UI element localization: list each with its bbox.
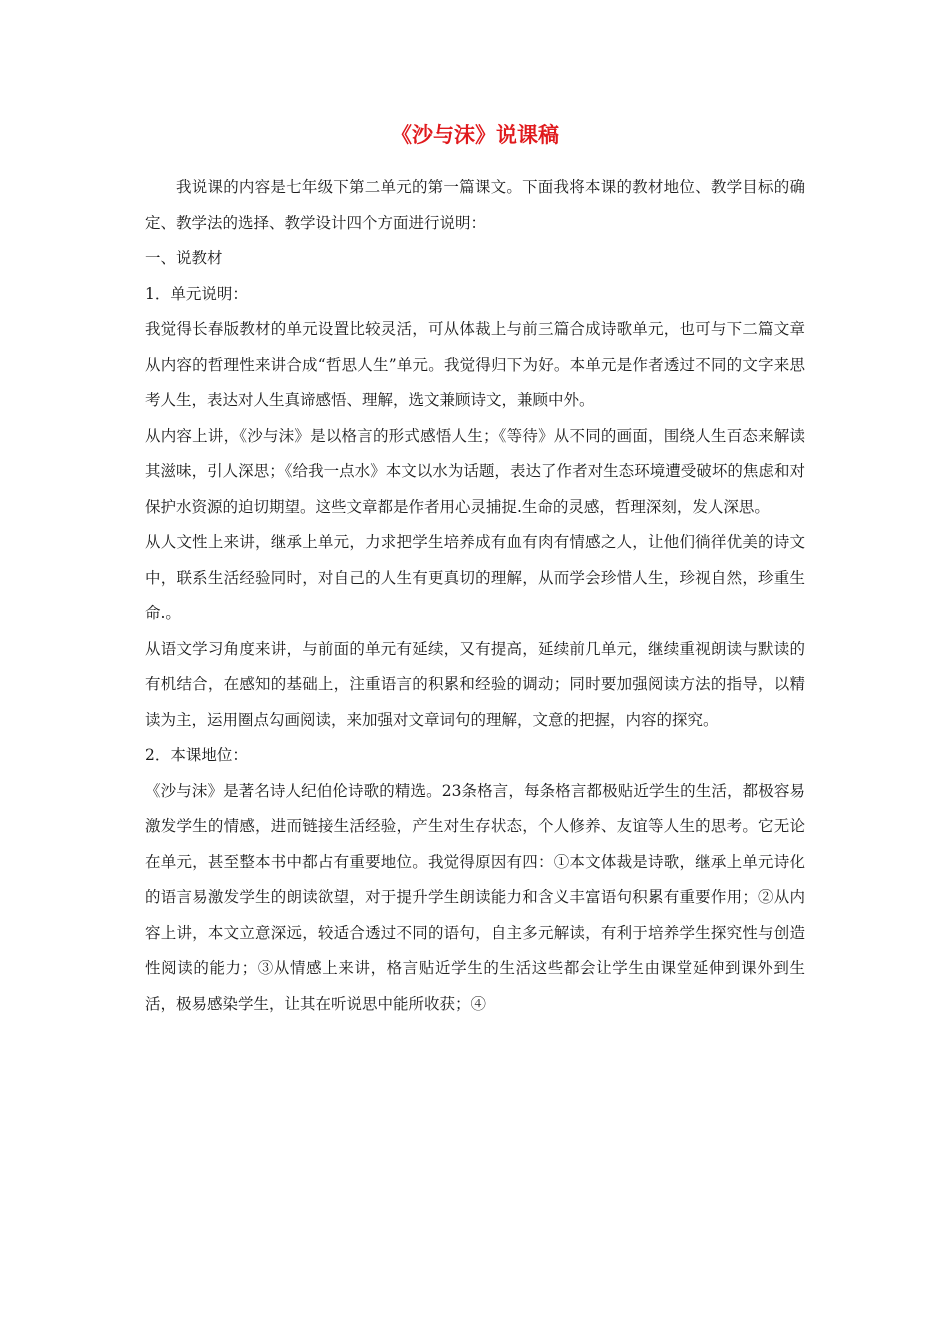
subsection-heading: 1．单元说明：: [145, 284, 248, 303]
document-body: [145, 170, 805, 1022]
subsection-heading: 2．本课地位：: [145, 746, 248, 764]
body-paragraph: 我觉得长春版教材的单元设置比较灵活，可从体裁上与前三篇合成诗歌单元，也可与下二篇文章从内容的哲理性来讲合成“哲思人生”单元。我觉得归下为好。本单元是作者透过不同的文字来思考人生，表达对人生真谛感悟、理解，选文兼顾诗文，兼顾中外。: [145, 320, 805, 409]
body-paragraph: 从人文性上来讲，继承上单元，力求把学生培养成有血有肉有情感之人，让他们徜徉优美的诗文中，联系生活经验同时，对自己的人生有更真切的理解，从而学会珍惜人生，珍视自然，珍重生命.。: [145, 533, 805, 622]
body-paragraph: 《沙与沫》是著名诗人纪伯伦诗歌的精选。23条格言，每条格言都极贴近学生的生活，都极容易激发学生的情感，进而链接生活经验，产生对生存状态，个人修养、友谊等人生的思考。它无论在单元，甚至整本书中都占有重要地位。我觉得原因有四：①本文体裁是诗歌，继承上单元诗化的语言易激发学生的朗读欲望，对于提升学生朗读能力和含义丰富语句积累有重要作用；②从内容上讲，本文立意深远，较适合透过不同的语句，自主多元解读，有利于培养学生探究性与创造性阅读的能力；③从情感上来讲，格言贴近学生的生活这些都会让学生由课堂延伸到课外到生活，极易感染学生，让其在听说思中能所收获；④: [145, 781, 805, 1013]
intro-paragraph: 我说课的内容是七年级下第二单元的第一篇课文。下面我将本课的教材地位、教学目标的确定、教学法的选择、教学设计四个方面进行说明：: [145, 178, 805, 232]
section-heading: 一、说教材: [145, 249, 223, 267]
body-paragraph: 从内容上讲，《沙与沫》是以格言的形式感悟人生；《等待》从不同的画面，围绕人生百态来解读其滋味，引人深思；《给我一点水》本文以水为话题，表达了作者对生态环境遭受破坏的焦虑和对保护水资源的迫切期望。这些文章都是作者用心灵捕捉.生命的灵感，哲理深刻，发人深思。: [145, 426, 805, 516]
body-paragraph: 从语文学习角度来讲，与前面的单元有延续，又有提高，延续前几单元，继续重视朗读与默读的有机结合，在感知的基础上，注重语言的积累和经验的调动；同时要加强阅读方法的指导，以精读为主，运用圈点勾画阅读，来加强对文章词句的理解，文意的把握，内容的探究。: [145, 639, 805, 729]
document-title: 《沙与沫》说课稿: [391, 123, 559, 147]
